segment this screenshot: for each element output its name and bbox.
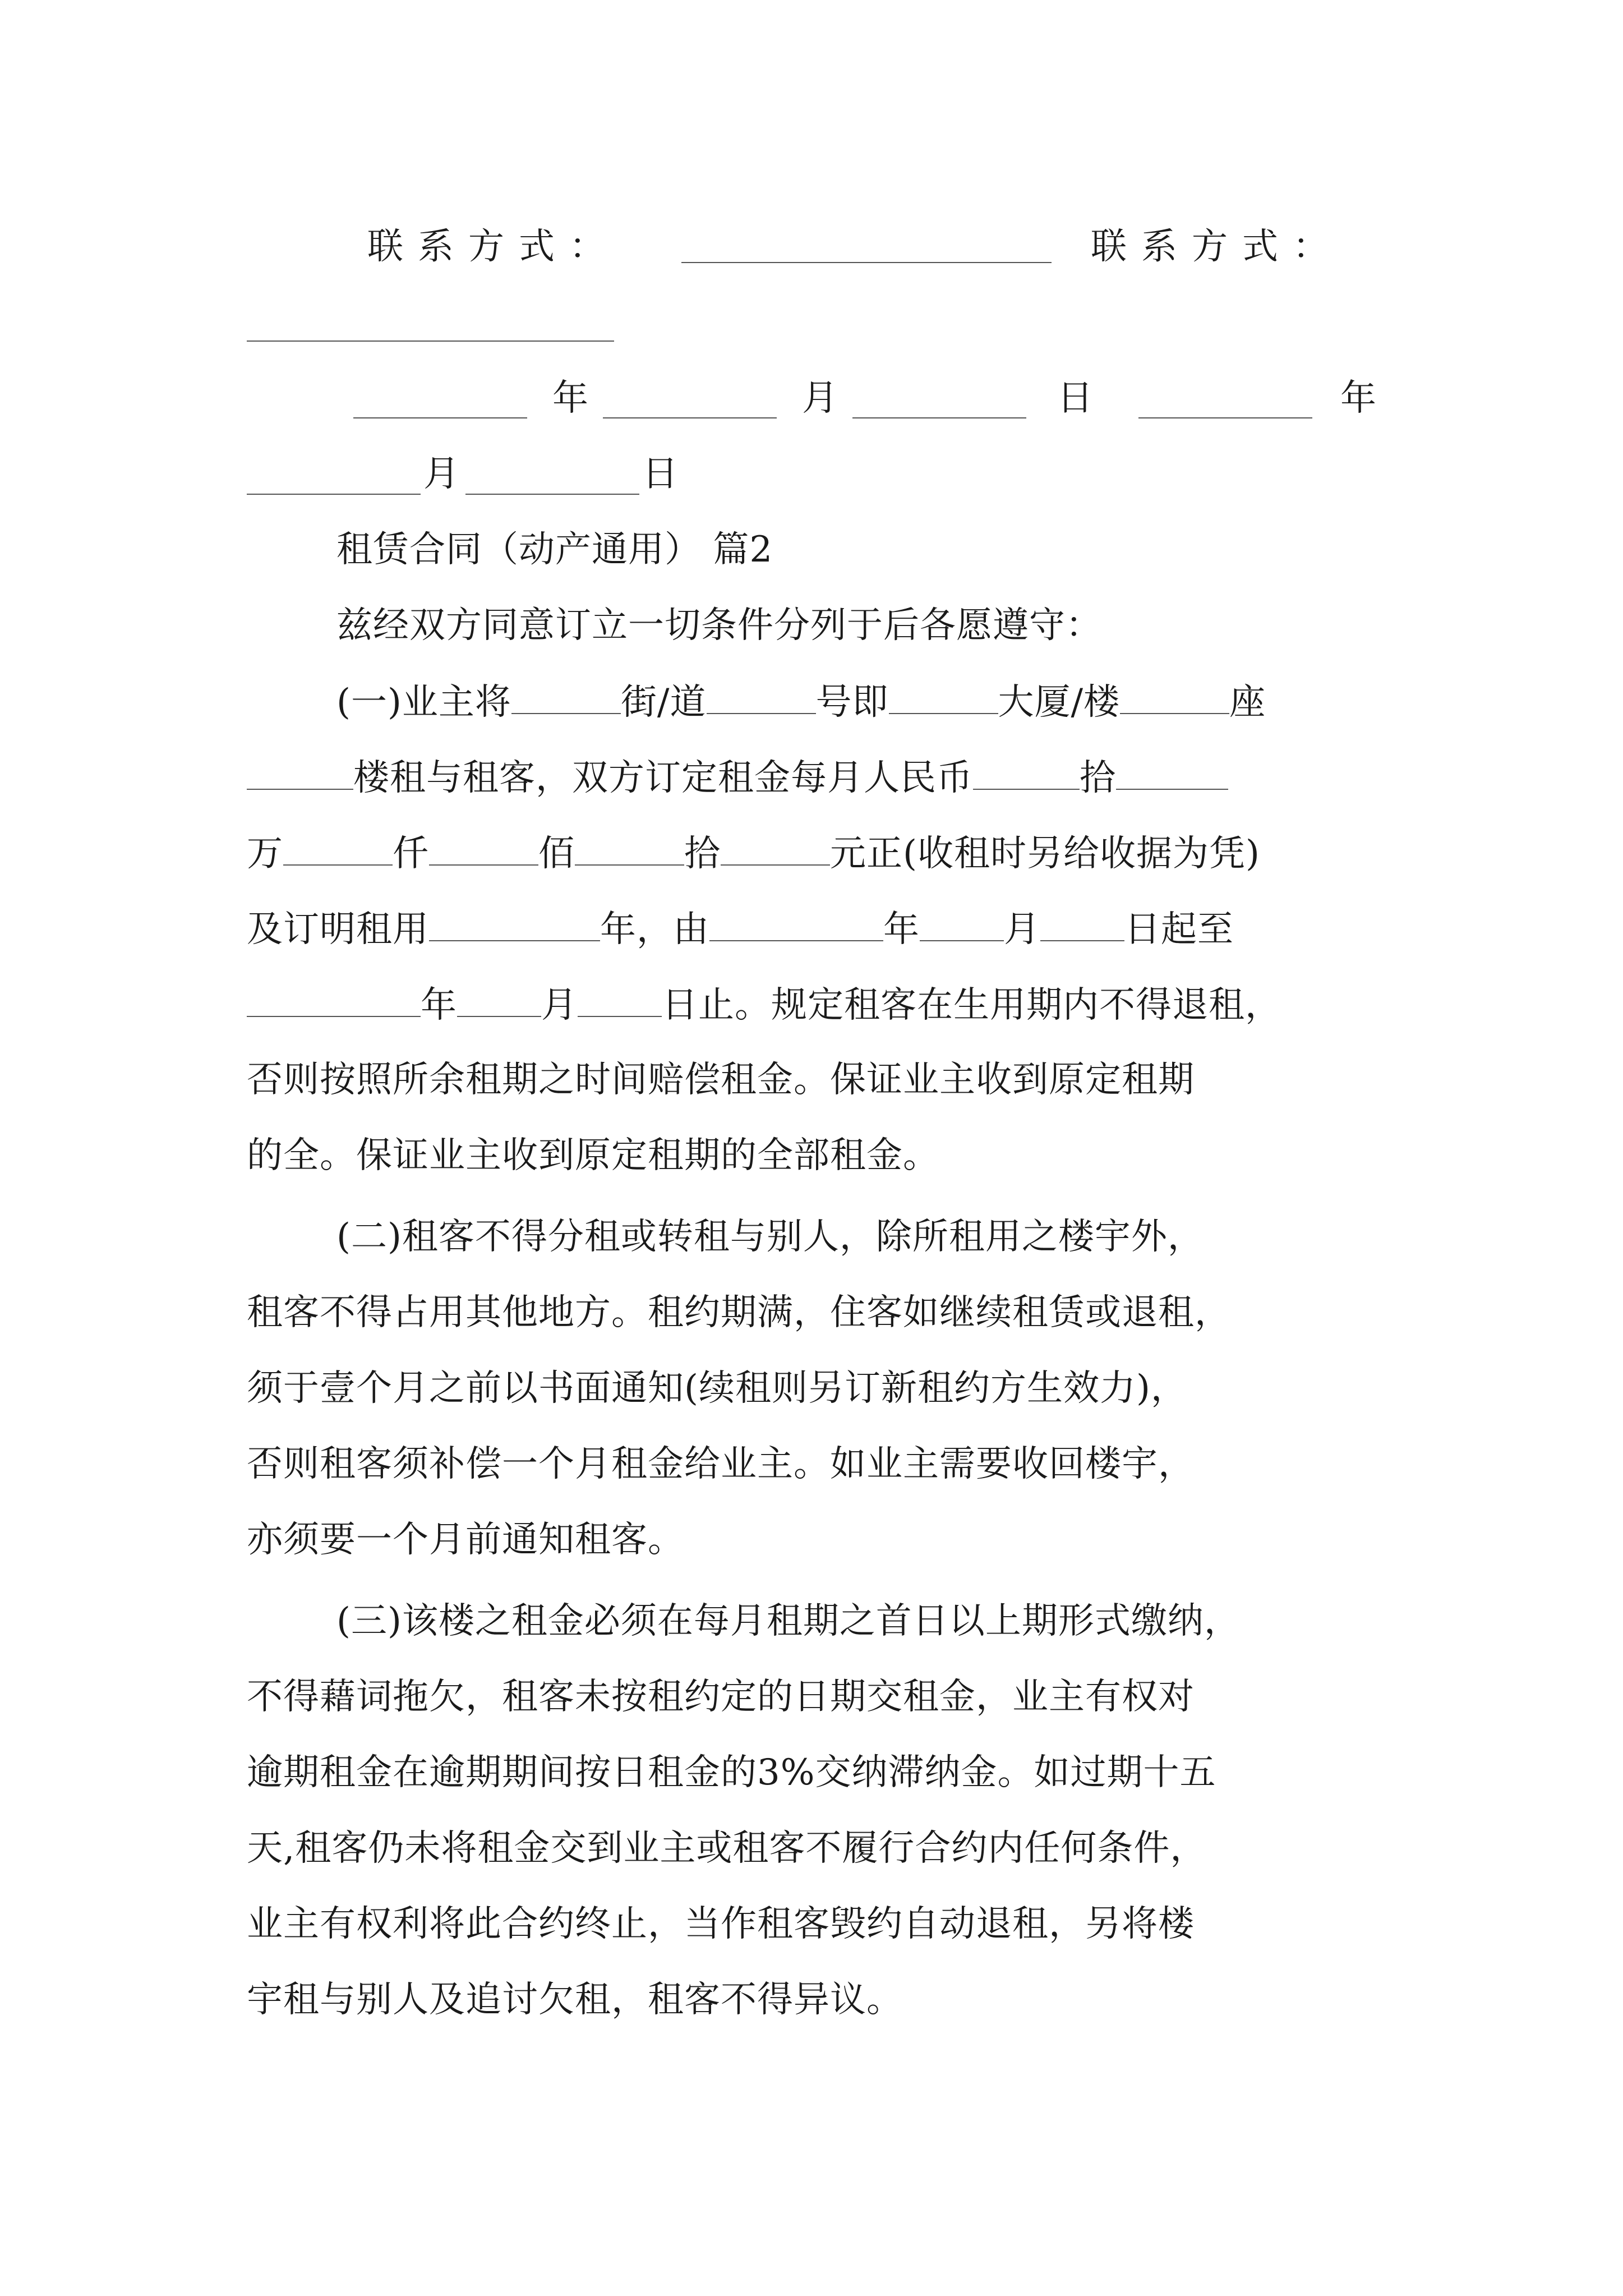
clause1-l3-bai: 佰 [538,833,575,875]
clause1-l3-wan: 万 [247,833,283,875]
clause1-l1-seat: 座 [1229,682,1266,723]
clause1-l4-e: 日起至 [1124,909,1234,950]
clause2-line4: 否则租客须补偿一个月租金给业主。如业主需要收回楼宇， [247,1443,1195,1485]
blank-bai [429,827,538,866]
date-blank-year-left [353,416,527,418]
blank-building [889,676,998,714]
clause2-line2: 租客不得占用其他地方。租约期满，住客如继续租赁或退租， [247,1292,1231,1333]
clause1-l1-street: 街/道 [620,682,707,723]
clause1-line4 [247,903,1234,955]
clause2-line5: 亦须要一个月前通知租客。 [247,1519,684,1561]
blank-shi [575,827,684,866]
clause1-l2-a: 楼租与租客，双方订定租金每月人民币 [353,757,973,799]
clause1-l2-b: 拾 [1080,757,1116,799]
blank-start-day [1040,903,1124,941]
clause1-l1-building: 大厦/楼 [998,682,1121,723]
blank-start-month [920,903,1004,941]
blank-start-year [709,903,883,941]
contact-label-right: 联系方式： [1091,226,1343,268]
blank-end-day [578,979,662,1017]
date-month-right: 月 [423,453,459,495]
date-blank-year-right [1138,416,1312,418]
blank-term-years [429,903,600,941]
clause3-line2: 不得藉词拖欠，租客未按租约定的日期交租金，业主有权对 [247,1676,1195,1718]
clause1-line2 [247,752,1228,803]
clause1-l3-shi: 拾 [684,833,721,875]
blank-end-year [247,979,421,1017]
intro-paragraph: 兹经双方同意订立一切条件分列于后各愿遵守： [336,605,1102,646]
clause3-line4: 天,租客仍未将租金交到业主或租客不履行合约内任何条件， [247,1828,1207,1869]
date-blank-day-left [852,416,1026,418]
clause3-line3: 逾期租金在逾期期间按日租金的3%交纳滞纳金。如过期十五 [247,1752,1216,1793]
clause2-line3: 须于壹个月之前以书面通知(续租则另订新租约方生效力)， [247,1368,1187,1409]
date-day-right: 日 [642,453,678,495]
contact-blank-left [681,261,1052,263]
blank-floor [247,752,353,790]
clause3-line5: 业主有权利将此合约终止，当作租客毁约自动退租，另将楼 [247,1903,1195,1945]
blank-end-month [457,979,541,1017]
date-blank-day-right [465,493,639,495]
blank-shiwan [973,752,1080,790]
clause1-line7: 的全。保证业主收到原定租期的全部租金。 [247,1135,939,1176]
clause1-line6: 否则按照所余租期之时间赔偿租金。保证业主收到原定租期 [247,1059,1195,1101]
clause1-l1-number: 号即 [815,682,889,723]
clause3-line6: 宇租与别人及追讨欠租，租客不得异议。 [247,1979,903,2021]
contact-blank-right [247,339,614,342]
blank-qian [283,827,393,866]
clause1-l4-a: 及订明租用 [247,909,429,950]
blank-number [707,676,816,714]
date-day-left: 日 [1057,378,1093,419]
clause2-line1: (二)租客不得分租或转租与别人，除所租用之楼宇外， [336,1216,1204,1258]
clause3-line1: (三)该楼之租金必须在每月租期之首日以上期形式缴纳， [336,1600,1241,1642]
clause1-l5-a: 年 [421,984,457,1026]
blank-yuan [721,827,830,866]
clause1-l4-d: 月 [1004,909,1040,950]
clause1-l5-c: 日止。规定租客在生用期内不得退租， [662,984,1281,1026]
date-blank-month-right [247,493,421,495]
contact-label-left: 联系方式： [367,226,620,268]
blank-seat [1120,676,1229,714]
clause1-l3-tail: 元正(收租时另给收据为凭) [830,833,1260,875]
clause1-l4-c: 年 [883,909,920,950]
date-year-left: 年 [552,378,588,419]
clause1-line5 [247,979,1281,1030]
clause1-line1 [336,676,1266,728]
blank-wan [1116,752,1228,790]
clause1-l3-qian: 仟 [393,833,429,875]
section-title: 租赁合同（动产通用） 篇2 [336,529,773,570]
date-blank-month-left [603,416,777,418]
clause1-line3 [247,827,1260,879]
date-month-left: 月 [802,378,838,419]
blank-street [511,676,621,714]
clause1-l1-prefix: (一)业主将 [336,682,511,723]
clause1-l4-b: 年，由 [600,909,709,950]
date-year-right: 年 [1340,378,1376,419]
clause1-l5-b: 月 [541,984,578,1026]
